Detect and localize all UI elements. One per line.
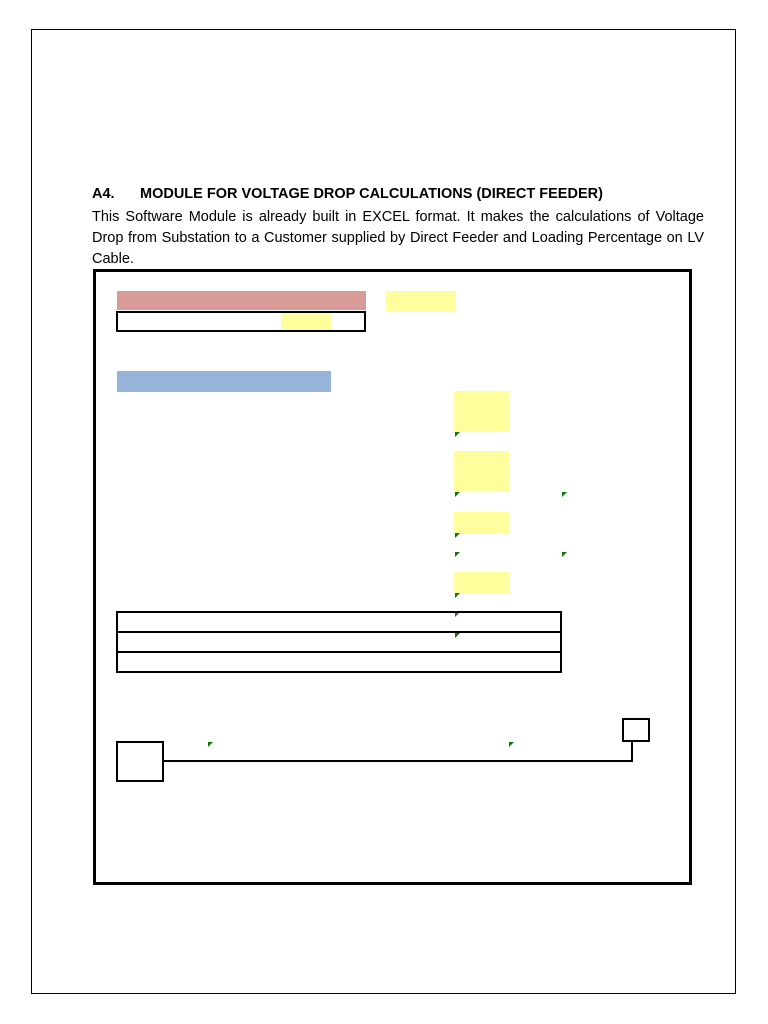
section-label-cell (117, 371, 331, 392)
comment-marker[interactable] (455, 533, 460, 538)
description-paragraph: This Software Module is already built in EXCEL format. It makes the calculations of Voltage Drop from Substation to a Customer supplied by Direct Feeder and Loading Percentage on LV Cable. (92, 209, 704, 267)
section-number: A4. (92, 186, 115, 202)
comment-marker[interactable] (562, 552, 567, 557)
comment-marker[interactable] (455, 492, 460, 497)
title-bar-cell (117, 291, 366, 310)
comment-marker[interactable] (208, 742, 213, 747)
input-cell-1[interactable] (454, 391, 509, 432)
input-cell-4[interactable] (454, 572, 509, 593)
result-row-2 (116, 631, 562, 653)
input-cell-header[interactable] (281, 313, 331, 330)
comment-marker[interactable] (455, 552, 460, 557)
result-row-3 (116, 651, 562, 673)
input-cell-2[interactable] (454, 451, 509, 492)
spreadsheet-screenshot-frame (93, 269, 692, 885)
section-heading (92, 186, 603, 202)
comment-marker[interactable] (562, 492, 567, 497)
result-row-1 (116, 611, 562, 633)
feeder-drop-line (631, 741, 633, 762)
comment-marker[interactable] (509, 742, 514, 747)
comment-marker[interactable] (455, 593, 460, 598)
input-cell-3[interactable] (454, 512, 509, 533)
section-title: MODULE FOR VOLTAGE DROP CALCULATIONS (DIRECT FEEDER) (140, 186, 603, 202)
input-cell-top[interactable] (386, 291, 455, 311)
customer-box (622, 718, 650, 742)
comment-marker[interactable] (455, 432, 460, 437)
feeder-cable-line (163, 760, 633, 762)
substation-box (116, 741, 164, 782)
